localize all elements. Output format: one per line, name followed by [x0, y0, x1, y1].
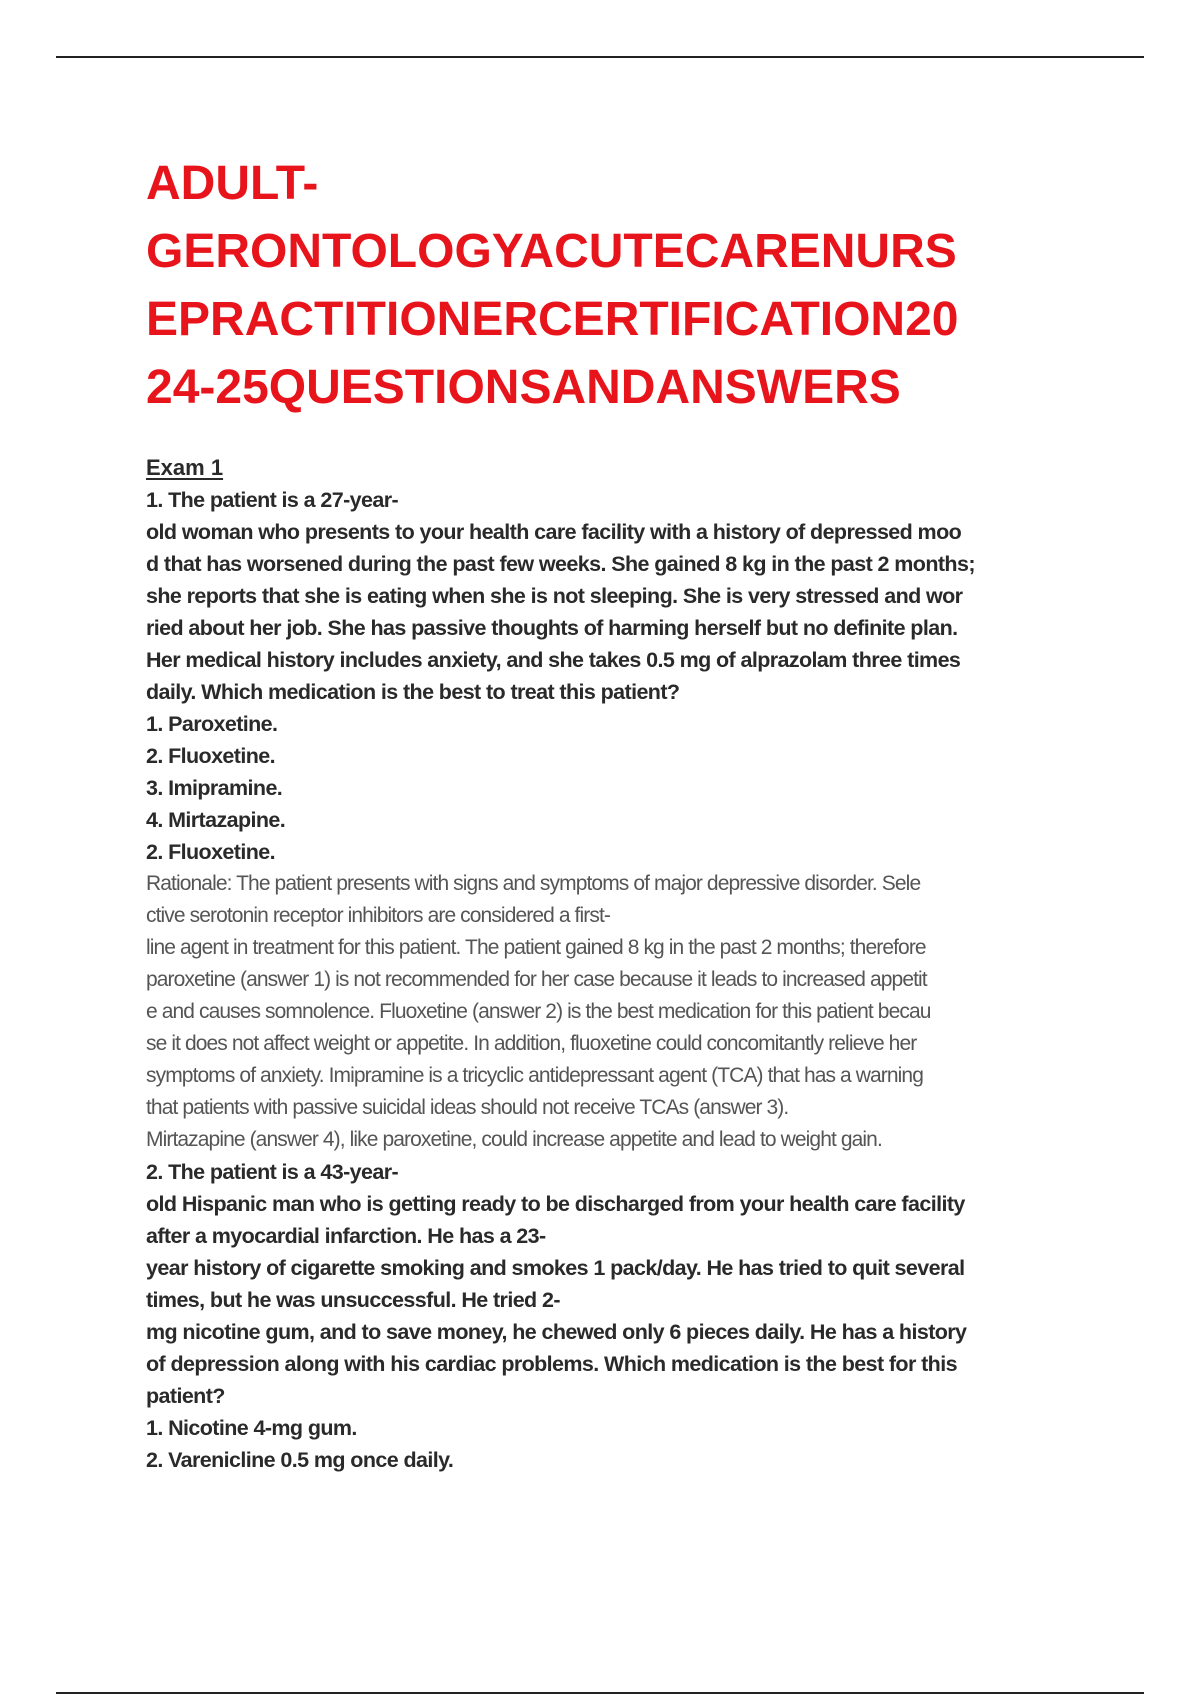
- header-rule: [56, 56, 1144, 58]
- rationale-line: se it does not affect weight or appetite. In addition, fluoxetine could concomitantly relieve her: [146, 1032, 917, 1055]
- question-1: [146, 484, 1096, 1156]
- title-line: ADULT-: [146, 157, 319, 210]
- question-line: daily. Which medication is the best to treat this patient?: [146, 680, 680, 704]
- answer-option: 2. Varenicline 0.5 mg once daily.: [146, 1448, 454, 1472]
- rationale-line: Rationale: The patient presents with signs and symptoms of major depressive disorder. Sele: [146, 872, 921, 895]
- question-line: Her medical history includes anxiety, and she takes 0.5 mg of alprazolam three times: [146, 648, 961, 672]
- title-line: EPRACTITIONERCERTIFICATION20: [146, 293, 959, 346]
- answer-option: 1. Paroxetine.: [146, 712, 278, 736]
- exam-label: Exam 1: [146, 455, 224, 480]
- question-line: after a myocardial infarction. He has a 23-: [146, 1224, 546, 1248]
- footer-rule: [56, 1692, 1144, 1694]
- answer-option: 1. Nicotine 4-mg gum.: [146, 1416, 357, 1440]
- correct-answer: 2. Fluoxetine.: [146, 840, 275, 864]
- document-title: [146, 150, 1096, 422]
- title-line: GERONTOLOGYACUTECARENURS: [146, 225, 957, 278]
- rationale-line: line agent in treatment for this patient. The patient gained 8 kg in the past 2 months; therefore: [146, 936, 926, 959]
- question-line: 1. The patient is a 27-year-: [146, 488, 399, 512]
- title-line: 24-25QUESTIONSANDANSWERS: [146, 361, 901, 414]
- question-line: year history of cigarette smoking and smokes 1 pack/day. He has tried to quit several: [146, 1256, 965, 1280]
- question-line: she reports that she is eating when she is not sleeping. She is very stressed and wor: [146, 584, 963, 608]
- question-line: times, but he was unsuccessful. He tried 2-: [146, 1288, 560, 1312]
- document-body: [146, 150, 1096, 1476]
- question-2: [146, 1156, 1096, 1476]
- rationale-line: ctive serotonin receptor inhibitors are considered a first-: [146, 904, 610, 927]
- answer-option: 2. Fluoxetine.: [146, 744, 275, 768]
- question-line: old Hispanic man who is getting ready to be discharged from your health care facility: [146, 1192, 965, 1216]
- question-line: patient?: [146, 1384, 225, 1408]
- question-line: d that has worsened during the past few weeks. She gained 8 kg in the past 2 months;: [146, 552, 975, 576]
- answer-option: 4. Mirtazapine.: [146, 808, 286, 832]
- answer-option: 3. Imipramine.: [146, 776, 283, 800]
- rationale-line: that patients with passive suicidal ideas should not receive TCAs (answer 3).: [146, 1096, 789, 1119]
- rationale-line: e and causes somnolence. Fluoxetine (answer 2) is the best medication for this patient becau: [146, 1000, 931, 1023]
- question-line: ried about her job. She has passive thoughts of harming herself but no definite plan.: [146, 616, 958, 640]
- question-line: of depression along with his cardiac problems. Which medication is the best for this: [146, 1352, 957, 1376]
- rationale-line: paroxetine (answer 1) is not recommended for her case because it leads to increased appetit: [146, 968, 927, 991]
- rationale-line: symptoms of anxiety. Imipramine is a tricyclic antidepressant agent (TCA) that has a warning: [146, 1064, 923, 1087]
- question-line: 2. The patient is a 43-year-: [146, 1160, 399, 1184]
- rationale-line: Mirtazapine (answer 4), like paroxetine, could increase appetite and lead to weight gain.: [146, 1128, 882, 1151]
- question-line: old woman who presents to your health care facility with a history of depressed moo: [146, 520, 962, 544]
- question-line: mg nicotine gum, and to save money, he chewed only 6 pieces daily. He has a history: [146, 1320, 967, 1344]
